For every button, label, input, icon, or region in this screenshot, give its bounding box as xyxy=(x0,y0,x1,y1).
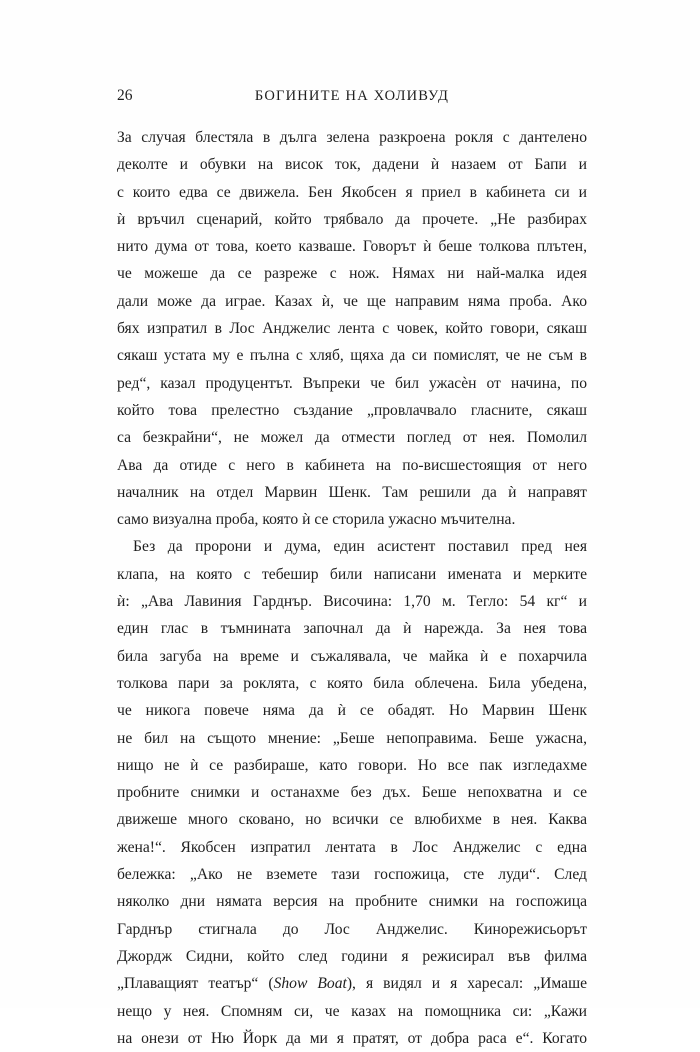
text-line: бележка: „Ако не вземете тази госпожица, сте луди“. След xyxy=(117,866,587,884)
text-line: един глас в тъмнината започнал да ѝ нарежда. За нея това xyxy=(117,620,587,638)
text-line: бях изпратил в Лос Анджелис лента с човек, който говори, сякаш xyxy=(117,320,587,338)
text-line: началник на отдел Марвин Шенк. Там решили да ѝ направят xyxy=(117,483,587,501)
text-line: Без да пророни и дума, един асистент поставил пред нея xyxy=(133,538,587,556)
page-number: 26 xyxy=(117,87,133,104)
text-line: толкова пари за роклята, с която била облечена. Била убедена, xyxy=(117,674,587,692)
paragraph xyxy=(117,533,587,1052)
text-line: с които едва се движела. Бен Якобсен я приел в кабинета си и xyxy=(117,183,587,201)
text-line: движеше много сковано, но всички се влюбихме в нея. Каква xyxy=(117,811,587,829)
text-line: „Плаващият театър“ (Show Boat), я видял и я харесал: „Имаше xyxy=(117,975,587,993)
text-line: са безкрайни“, не можел да отмести поглед от нея. Помолил xyxy=(117,429,587,447)
text-line: деколте и обувки на висок ток, дадени ѝ назаем от Бапи и xyxy=(117,156,587,174)
text-line: не бил на същото мнение: „Беше непоправима. Беше ужасна, xyxy=(117,729,587,747)
text-line: Джордж Сидни, който след години я режисирал във филма xyxy=(117,947,587,965)
text-line: на онези от Ню Йорк да ми я пратят, от добра раса е“. Когато xyxy=(117,1029,587,1047)
page-header xyxy=(117,84,587,108)
text-line: пробните снимки и останахме без дъх. Беше непохватна и се xyxy=(117,784,587,802)
text-line: нещо у нея. Спомням си, че казах на помощника си: „Кажи xyxy=(117,1002,587,1020)
text-line: няколко дни нямата версия на пробните снимки на госпожица xyxy=(117,893,587,911)
body-text xyxy=(117,124,587,1052)
text-line: сякаш устата му е пълна с хляб, щяха да си помислят, че не съм в xyxy=(117,347,587,365)
text-line: клапа, на която с тебешир били написани имената и мерките xyxy=(117,565,587,583)
text-line: ѝ връчил сценарий, който трябвало да прочете. „Не разбирах xyxy=(117,210,587,228)
paragraph xyxy=(117,124,587,533)
text-line: нито дума от това, което казваше. Говорът ѝ беше толкова плътен, xyxy=(117,238,587,256)
text-line: За случая блестяла в дълга зелена разкроена рокля с дантелено xyxy=(117,129,587,146)
text-line: ред“, казал продуцентът. Въпреки че бил ужасѐн от начина, по xyxy=(117,374,587,392)
text-line: била загуба на време и съжалявала, че майка ѝ е похарчила xyxy=(117,647,587,665)
text-line: само визуална проба, която ѝ се сторила ужасно мъчителна. xyxy=(117,511,516,529)
running-title: БОГИНИТЕ НА ХОЛИВУД xyxy=(254,88,450,104)
text-line: Ава да отиде с него в кабинета на по-висшестоящия от него xyxy=(117,456,587,474)
text-line: който това прелестно създание „провлачвало гласните, сякаш xyxy=(117,401,587,419)
text-line: че никога повече няма да ѝ се обадят. Но Марвин Шенк xyxy=(117,702,587,720)
text-line: Гарднър стигнала до Лос Анджелис. Кинорежисьорът xyxy=(117,920,587,938)
text-line: че можеше да се разреже с нож. Нямах ни най-малка идея xyxy=(117,265,587,283)
text-line: дали може да играе. Казах ѝ, че ще направим няма проба. Ако xyxy=(117,292,587,310)
text-line: ѝ: „Ава Лавиния Гарднър. Височина: 1,70 м. Тегло: 54 кг“ и xyxy=(117,593,587,611)
text-line: нищо не ѝ се разбираше, като говори. Но все пак изгледахме xyxy=(117,756,587,774)
text-line: жена!“. Якобсен изпратил лентата в Лос Анджелис с една xyxy=(117,838,587,856)
film-title-italic: Show Boat xyxy=(273,975,347,993)
